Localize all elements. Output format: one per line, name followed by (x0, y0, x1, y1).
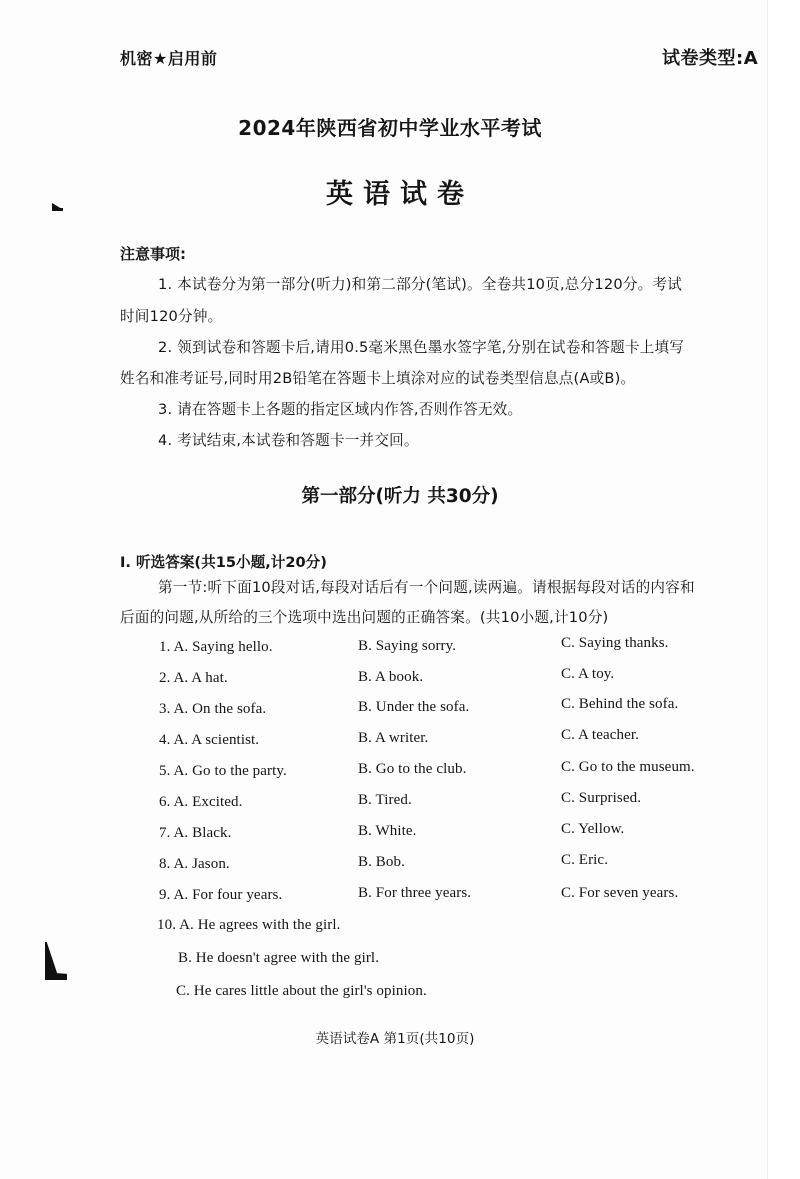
option-a: 7. A. Black. (159, 825, 232, 841)
option-c: C. A teacher. (561, 727, 639, 743)
page-footer: 英语试卷A 第1页(共10页) (315, 1031, 475, 1047)
option-c: C. Saying thanks. (561, 635, 669, 651)
option-b: B. Bob. (358, 854, 405, 870)
option-b: B. Tired. (358, 792, 412, 808)
option-b: B. A book. (358, 669, 424, 685)
option-a: 5. A. Go to the party. (159, 763, 287, 779)
option-a: 10. A. He agrees with the girl. (157, 917, 341, 933)
option-a: 6. A. Excited. (159, 794, 243, 810)
option-c: C. A toy. (561, 666, 615, 682)
notice-item-2-line-2: 姓名和准考证号,同时用2B铅笔在答题卡上填涂对应的试卷类型信息点(A或B)。 (120, 370, 636, 387)
notice-heading: 注意事项: (120, 245, 186, 263)
notice-item-4: 4. 考试结束,本试卷和答题卡一并交回。 (158, 432, 419, 449)
notice-item-3: 3. 请在答题卡上各题的指定区域内作答,否则作答无效。 (158, 401, 523, 418)
option-a: 2. A. A hat. (159, 670, 228, 686)
notice-item-1-line-1: 1. 本试卷分为第一部分(听力)和第二部分(笔试)。全卷共10页,总分120分。考试 (158, 276, 683, 293)
notice-item-1-line-2: 时间120分钟。 (120, 308, 223, 325)
paper-type-label: 试卷类型:A (662, 48, 759, 69)
confidential-label: 机密★启用前 (120, 49, 218, 68)
subject-title: 英语试卷 (326, 179, 474, 210)
section-instruction-line-2: 后面的问题,从所给的三个选项中选出问题的正确答案。(共10小题,计10分) (120, 609, 609, 626)
option-b: B. Under the sofa. (358, 699, 470, 715)
option-a: 8. A. Jason. (159, 856, 230, 872)
option-b: B. He doesn't agree with the girl. (178, 950, 380, 966)
option-c: C. Go to the museum. (561, 759, 695, 775)
option-c: C. Surprised. (561, 790, 642, 806)
option-c: C. Eric. (561, 852, 609, 868)
section-heading: Ⅰ. 听选答案(共15小题,计20分) (120, 554, 327, 571)
exam-title: 2024年陕西省初中学业水平考试 (238, 116, 542, 140)
option-a: 4. A. A scientist. (159, 732, 260, 748)
section-instruction-line-1: 第一节:听下面10段对话,每段对话后有一个问题,读两遍。请根据每段对话的内容和 (158, 579, 695, 596)
option-a: 3. A. On the sofa. (159, 701, 267, 717)
option-c: C. For seven years. (561, 885, 679, 901)
option-b: B. White. (358, 823, 417, 839)
option-a: 1. A. Saying hello. (159, 639, 273, 655)
option-c: C. He cares little about the girl's opinion. (176, 983, 427, 999)
option-a: 9. A. For four years. (159, 887, 283, 903)
option-b: B. A writer. (358, 730, 429, 746)
registration-mark-bottom (45, 942, 67, 980)
option-b: B. Saying sorry. (358, 638, 457, 654)
option-c: C. Yellow. (561, 821, 625, 837)
part-one-title: 第一部分(听力 共30分) (301, 486, 499, 507)
option-b: B. For three years. (358, 885, 472, 901)
option-b: B. Go to the club. (358, 761, 467, 777)
option-c: C. Behind the sofa. (561, 696, 679, 712)
notice-item-2-line-1: 2. 领到试卷和答题卡后,请用0.5毫米黑色墨水签字笔,分别在试卷和答题卡上填写 (158, 339, 685, 356)
